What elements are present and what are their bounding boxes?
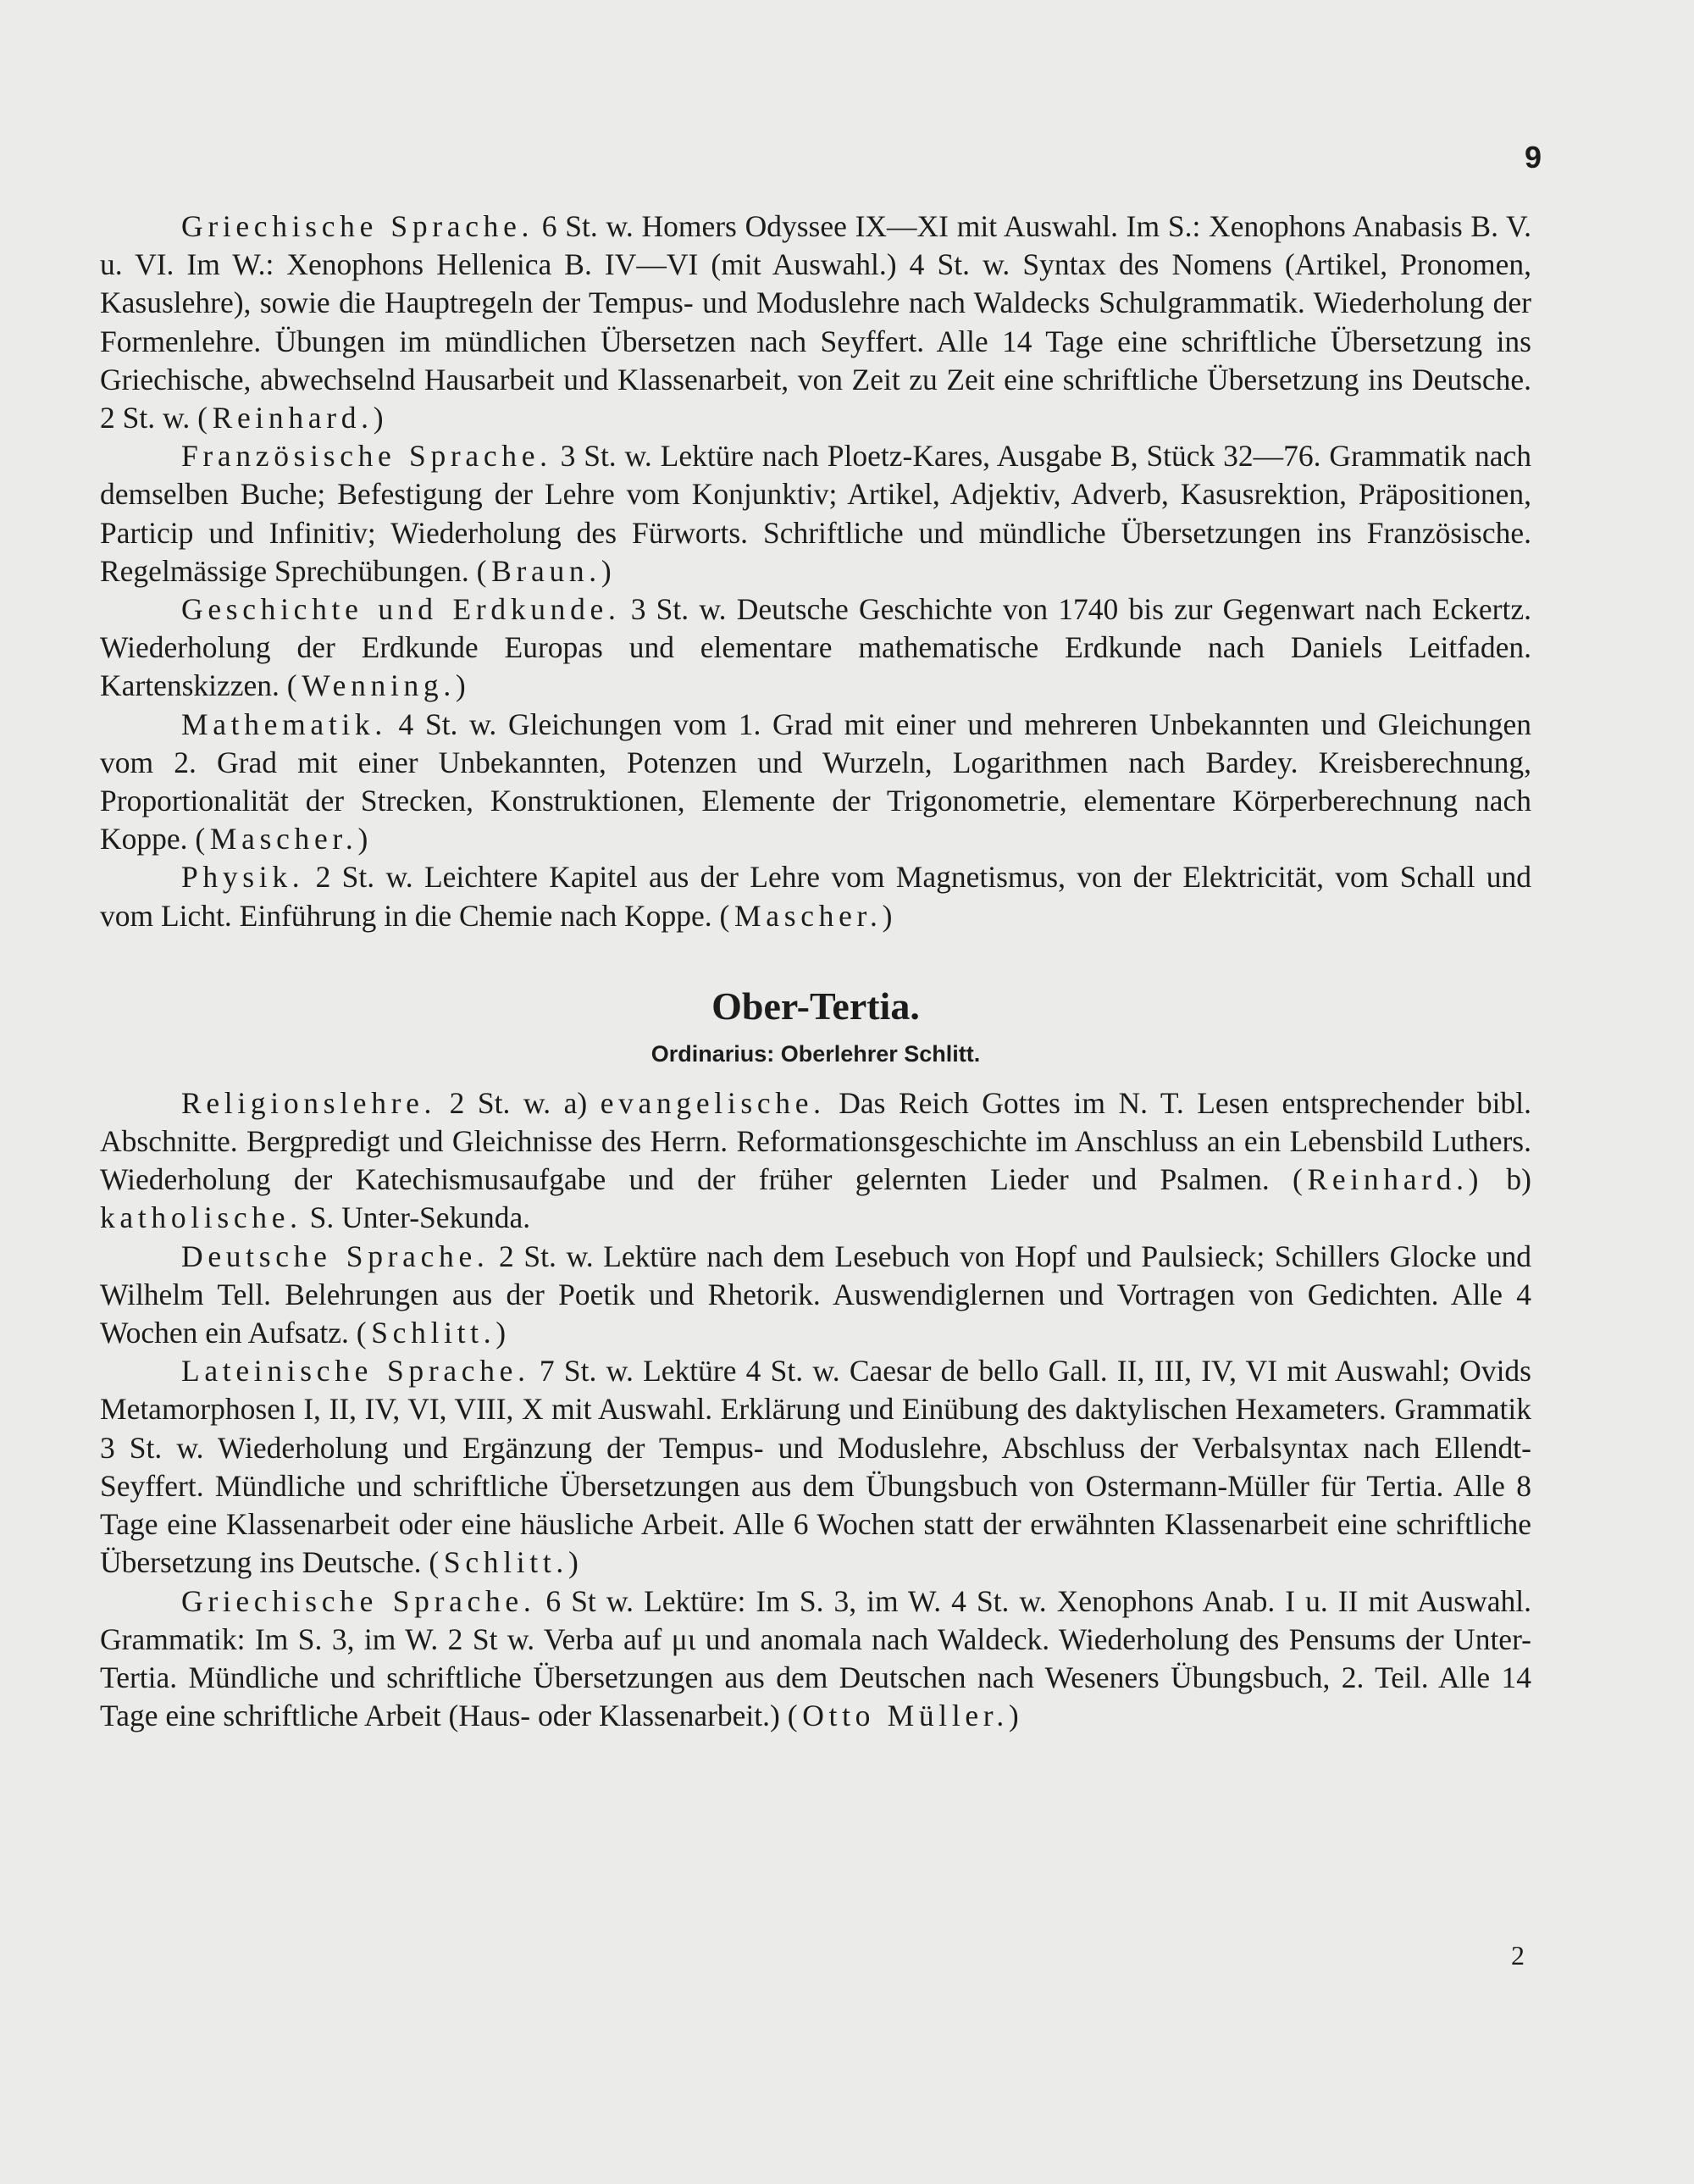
paragraph-text: 2 St. w. a)	[436, 1085, 601, 1120]
teacher-name: (Braun.)	[476, 553, 617, 588]
paragraph-text: Das Reich Gottes im N. T. Lesen entsprechender bibl. Abschnitte. Bergpredigt und Gleichnisse des Herrn. Reformationsgeschichte im Anschluss an ein Lebensbild Luthers. Wiederholung der Katechismusaufgabe und der früher gelernten Lieder und Psalmen.	[100, 1085, 1531, 1197]
paragraph-deutsche-sprache	[100, 1238, 1531, 1353]
teacher-name: (Schlitt.)	[356, 1316, 511, 1350]
section-title: Ober-Tertia.	[711, 984, 920, 1028]
paragraph-franzoesische-sprache	[100, 437, 1531, 590]
teacher-name: (Reinhard.)	[1293, 1162, 1484, 1197]
teacher-name: (Otto Müller.)	[787, 1699, 1024, 1733]
paragraph-text: 3 St. w. Deutsche Geschichte von 1740 bis zur Gegenwart nach Eckertz. Wiederholung der Erdkunde Europas und elementare mathematische Erdkunde nach Daniels Leitfaden. Kartenskizzen.	[100, 592, 1531, 703]
subsection-heading: evangelische.	[600, 1085, 826, 1120]
teacher-name: (Wenning.)	[286, 668, 471, 703]
paragraph-text: 3 St. w. Lektüre nach Ploetz-Kares, Ausgabe B, Stück 32—76. Grammatik nach demselben Buche; Befestigung der Lehre vom Konjunktiv; Artikel, Adjektiv, Adverb, Kasusrektion, Präpositionen, Particip und Infinitiv; Wiederholung des Fürworts. Schriftliche und mündliche Übersetzungen ins Französische. Regelmässige Sprechübungen.	[100, 439, 1531, 588]
teacher-name: (Reinhard.)	[197, 401, 389, 435]
subsection-heading: katholische.	[100, 1200, 302, 1235]
paragraph-lateinische-sprache	[100, 1352, 1531, 1582]
subject-heading: Lateinische Sprache.	[181, 1354, 530, 1389]
page-number: 9	[1524, 140, 1542, 175]
teacher-name: (Mascher.)	[719, 898, 898, 933]
subject-heading: Geschichte und Erdkunde.	[181, 592, 621, 627]
printer-signature-mark: 2	[1511, 1940, 1525, 1971]
section-subtitle: Ordinarius: Oberlehrer Schlitt.	[650, 1040, 981, 1067]
page-content	[100, 208, 1531, 1735]
paragraph-mathematik	[100, 706, 1531, 859]
subject-heading: Griechische Sprache.	[181, 1583, 536, 1618]
subject-heading: Griechische Sprache.	[181, 209, 534, 243]
paragraph-physik	[100, 858, 1531, 934]
paragraph-text: 6 St w. Lektüre: Im S. 3, im W. 4 St. w. Xenophons Anab. I u. II mit Auswahl. Grammatik: Im S. 3, im W. 2 St w. Verba auf μι und anomala nach Waldeck. Wiederholung des Pensums der Unter-Tertia. Mündliche und schriftliche Übersetzungen aus dem Deutschen nach Weseners Übungsbuch, 2. Teil. Alle 14 Tage eine schriftliche Arbeit (Haus- oder Klassenarbeit.)	[100, 1583, 1531, 1733]
subject-heading: Französische Sprache.	[181, 439, 552, 474]
paragraph-griechische-sprache	[100, 208, 1531, 437]
teacher-name: (Mascher.)	[195, 822, 373, 856]
paragraph-text: S. Unter-Sekunda.	[302, 1200, 531, 1235]
subject-heading: Physik.	[181, 860, 305, 895]
paragraph-text: 2 St. w. Leichtere Kapitel aus der Lehre vom Magnetismus, von der Elektricität, vom Schall und vom Licht. Einführung in die Chemie nach Koppe.	[100, 860, 1531, 933]
subject-heading: Religionslehre.	[181, 1085, 437, 1120]
paragraph-text: 6 St. w. Homers Odyssee IX—XI mit Auswahl. Im S.: Xenophons Anabasis B. V. u. VI. Im W.: Xenophons Hellenica B. IV—VI (mit Auswahl.) 4 St. w. Syntax des Nomens (Artikel, Pronomen, Kasuslehre), sowie die Hauptregeln der Tempus- und Moduslehre nach Waldecks Schulgrammatik. Wiederholung der Formenlehre. Übungen im mündlichen Übersetzen nach Seyffert. Alle 14 Tage eine schriftliche Übersetzung ins Griechische, abwechselnd Hausarbeit und Klassenarbeit, von Zeit zu Zeit eine schriftliche Übersetzung ins Deutsche. 2 St. w.	[100, 209, 1531, 435]
paragraph-griechische-sprache-obertertia	[100, 1583, 1531, 1736]
teacher-name: (Schlitt.)	[429, 1545, 584, 1580]
paragraph-text: 4 St. w. Gleichungen vom 1. Grad mit einer und mehreren Unbekannten und Gleichungen vom 2. Grad mit einer Unbekannten, Potenzen und Wurzeln, Logarithmen nach Bardey. Kreisberechnung, Proportionalität der Strecken, Konstruktionen, Elemente der Trigonometrie, elementare Körperberechnung nach Koppe.	[100, 707, 1531, 856]
paragraph-text: 2 St. w. Lektüre nach dem Lesebuch von Hopf und Paulsieck; Schillers Glocke und Wilhelm Tell. Belehrungen aus der Poetik und Rhetorik. Auswendiglernen und Vortragen von Gedichten. Alle 4 Wochen ein Aufsatz.	[100, 1239, 1531, 1350]
paragraph-text: b)	[1483, 1162, 1531, 1197]
subject-heading: Deutsche Sprache.	[181, 1239, 490, 1273]
paragraph-religionslehre	[100, 1084, 1531, 1238]
subject-heading: Mathematik.	[181, 707, 387, 741]
paragraph-geschichte-erdkunde	[100, 590, 1531, 706]
paragraph-text: 7 St. w. Lektüre 4 St. w. Caesar de bello Gall. II, III, IV, VI mit Auswahl; Ovids Metamorphosen I, II, IV, VI, VIII, X mit Auswahl. Erklärung und Einübung des daktylischen Hexameters. Grammatik 3 St. w. Wiederholung und Ergänzung der Tempus- und Moduslehre, Abschluss der Verbalsyntax nach Ellendt-Seyffert. Mündliche und schriftliche Übersetzungen aus dem Übungsbuch von Ostermann-Müller für Tertia. Alle 8 Tage eine Klassenarbeit oder eine häusliche Arbeit. Alle 6 Wochen statt der erwähnten Klassenarbeit eine schriftliche Übersetzung ins Deutsche.	[100, 1354, 1531, 1580]
